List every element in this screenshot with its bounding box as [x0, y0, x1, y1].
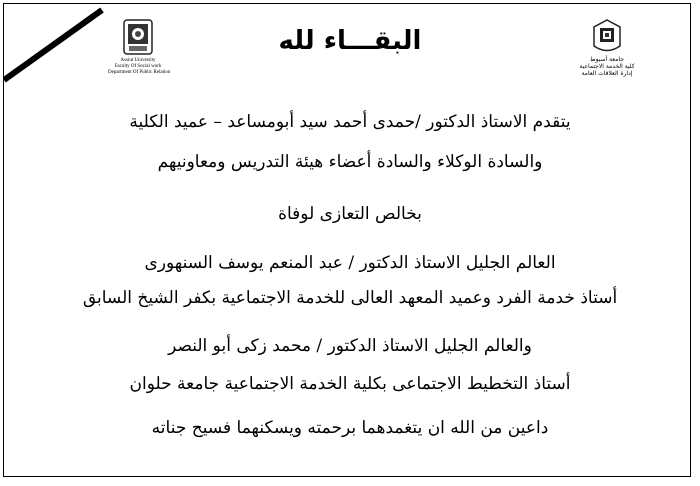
text-line-1: يتقدم الاستاذ الدكتور /حمدى أحمد سيد أبومساعد – عميد الكلية: [129, 112, 571, 132]
faculty-logo-line-2: كلية الخدمة الاجتماعية: [579, 63, 635, 70]
text-line-5: أستاذ خدمة الفرد وعميد المعهد العالى للخدمة الاجتماعية بكفر الشيخ السابق: [82, 288, 618, 308]
text-line-8: داعين من الله ان يتغمدهما برحمته ويسكنهما فسيح جناته: [151, 418, 549, 438]
text-line-4: العالم الجليل الاستاذ الدكتور / عبد المنعم يوسف السنهورى: [144, 253, 556, 273]
text-line-3: بخالص التعازى لوفاة: [278, 204, 422, 224]
faculty-logo-line-1: جامعة أسيوط: [590, 56, 624, 63]
text-line-7: أستاذ التخطيط الاجتماعى بكلية الخدمة الاجتماعية جامعة حلوان: [129, 374, 571, 394]
page-title: البقـــاء لله: [278, 26, 422, 56]
text-line-6: والعالم الجليل الاستاذ الدكتور / محمد زكى أبو النصر: [168, 336, 532, 356]
department-name: Department Of Public Relation: [108, 70, 171, 75]
faculty-logo-line-3: إدارة العلاقات العامة: [581, 70, 633, 77]
university-name: Assiut University: [120, 58, 156, 63]
faculty-name: Faculty Of Social work: [114, 64, 162, 69]
text-line-2: والسادة الوكلاء والسادة أعضاء هيئة التدريس ومعاونيهم: [157, 152, 543, 172]
